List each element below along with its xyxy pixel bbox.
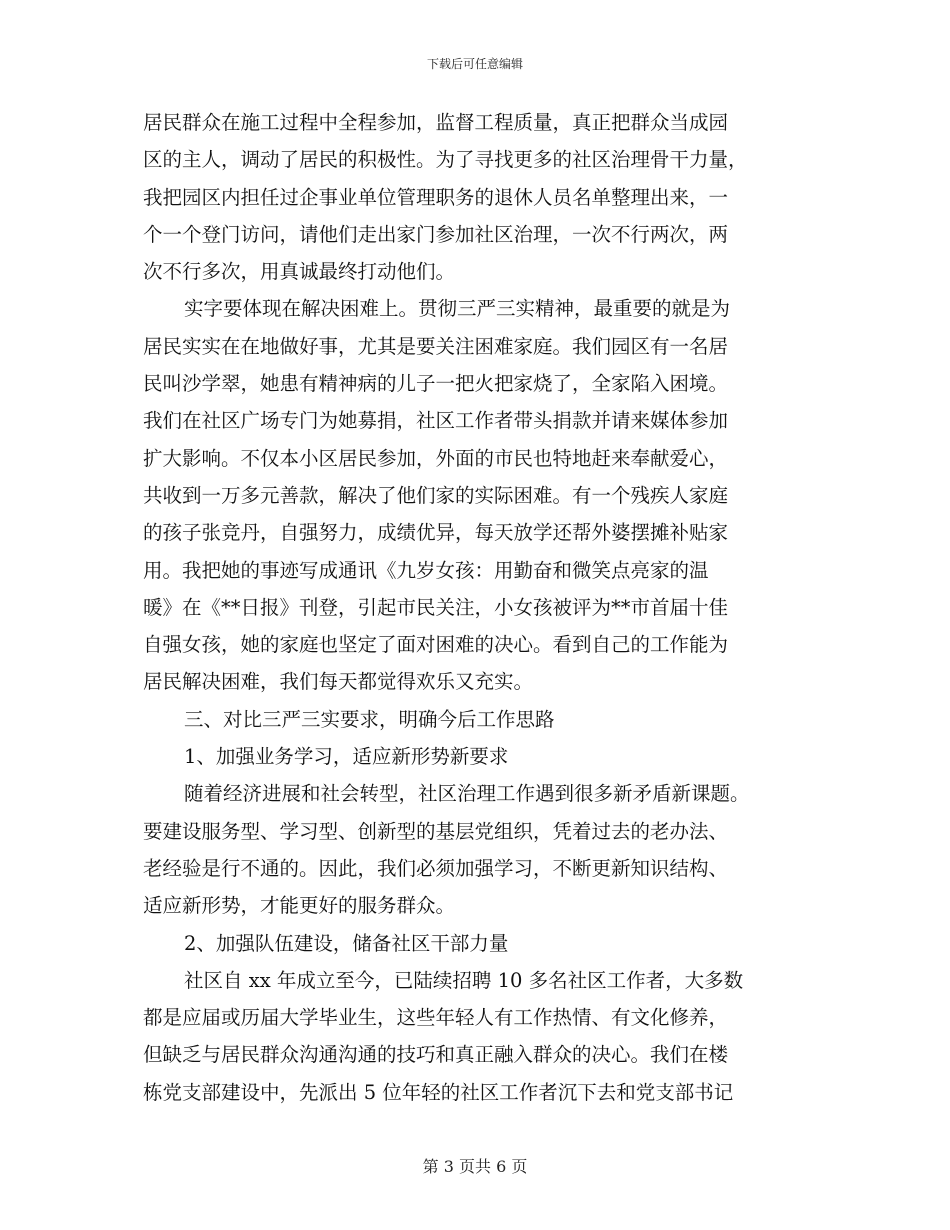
text-line: 的孩子张竞丹，自强努力，成绩优异，每天放学还帮外婆摆摊补贴家 [143, 521, 729, 545]
subsection-heading: 1、加强业务学习，适应新形势新要求 [184, 745, 509, 769]
text-line: 居民实实在在地做好事，尤其是要关注困难家庭。我们园区有一名居 [143, 334, 729, 358]
text-line: 民叫沙学翠，她患有精神病的儿子一把火把家烧了，全家陷入困境。 [143, 372, 729, 396]
text-line: 居民解决困难，我们每天都觉得欢乐又充实。 [143, 670, 534, 694]
text-line: 居民群众在施工过程中全程参加，监督工程质量，真正把群众当成园 [143, 111, 729, 134]
text-line: 但缺乏与居民群众沟通沟通的技巧和真正融入群众的决心。我们在楼 [143, 1043, 729, 1067]
section-heading: 三、对比三严三实要求，明确今后工作思路 [184, 707, 555, 731]
paragraph-first-line: 实字要体现在解决困难上。贯彻三严三实精神，最重要的就是为 [184, 297, 731, 321]
text-line: 适应新形势，才能更好的服务群众。 [143, 894, 456, 918]
text-line: 个一个登门访问，请他们走出家门参加社区治理，一次不行两次，两 [143, 222, 729, 246]
text-line: 区的主人，调动了居民的积极性。为了寻找更多的社区治理骨干力量， [143, 148, 748, 172]
text-line: 我们在社区广场专门为她募捐，社区工作者带头捐款并请来媒体参加 [143, 409, 729, 433]
text-line: 共收到一万多元善款，解决了他们家的实际困难。有一个残疾人家庭 [143, 483, 729, 507]
text-line: 暖》在《**日报》刊登，引起市民关注，小女孩被评为**市首届十佳 [143, 595, 729, 619]
text-line: 要建设服务型、学习型、创新型的基层党组织，凭着过去的老办法、 [143, 819, 729, 843]
subsection-heading: 2、加强队伍建设，储备社区干部力量 [184, 931, 509, 955]
page-footer: 第 3 页共 6 页 [422, 1157, 528, 1176]
text-line: 我把园区内担任过企事业单位管理职务的退休人员名单整理出来，一 [143, 185, 729, 209]
text-line: 栋党支部建设中，先派出 5 位年轻的社区工作者沉下去和党支部书记 [143, 1080, 734, 1104]
text-line: 老经验是行不通的。因此，我们必须加强学习，不断更新知识结构、 [143, 856, 729, 880]
document-body [143, 104, 813, 1111]
text-line: 用。我把她的事迹写成通讯《九岁女孩：用勤奋和微笑点亮家的温 [143, 558, 709, 582]
page-header: 下载后可任意编辑 [426, 57, 523, 71]
text-line: 都是应届或历届大学毕业生，这些年轻人有工作热情、有文化修养， [143, 1006, 729, 1030]
text-line: 次不行多次，用真诚最终打动他们。 [143, 260, 456, 284]
paragraph-first-line: 社区自 xx 年成立至今，已陆续招聘 10 多名社区工作者，大多数 [184, 968, 744, 992]
paragraph-first-line: 随着经济进展和社会转型，社区治理工作遇到很多新矛盾新课题。 [184, 782, 750, 806]
text-line: 扩大影响。不仅本小区居民参加，外面的市民也特地赶来奉献爱心， [143, 446, 729, 470]
text-line: 自强女孩，她的家庭也坚定了面对困难的决心。看到自己的工作能为 [143, 633, 729, 657]
